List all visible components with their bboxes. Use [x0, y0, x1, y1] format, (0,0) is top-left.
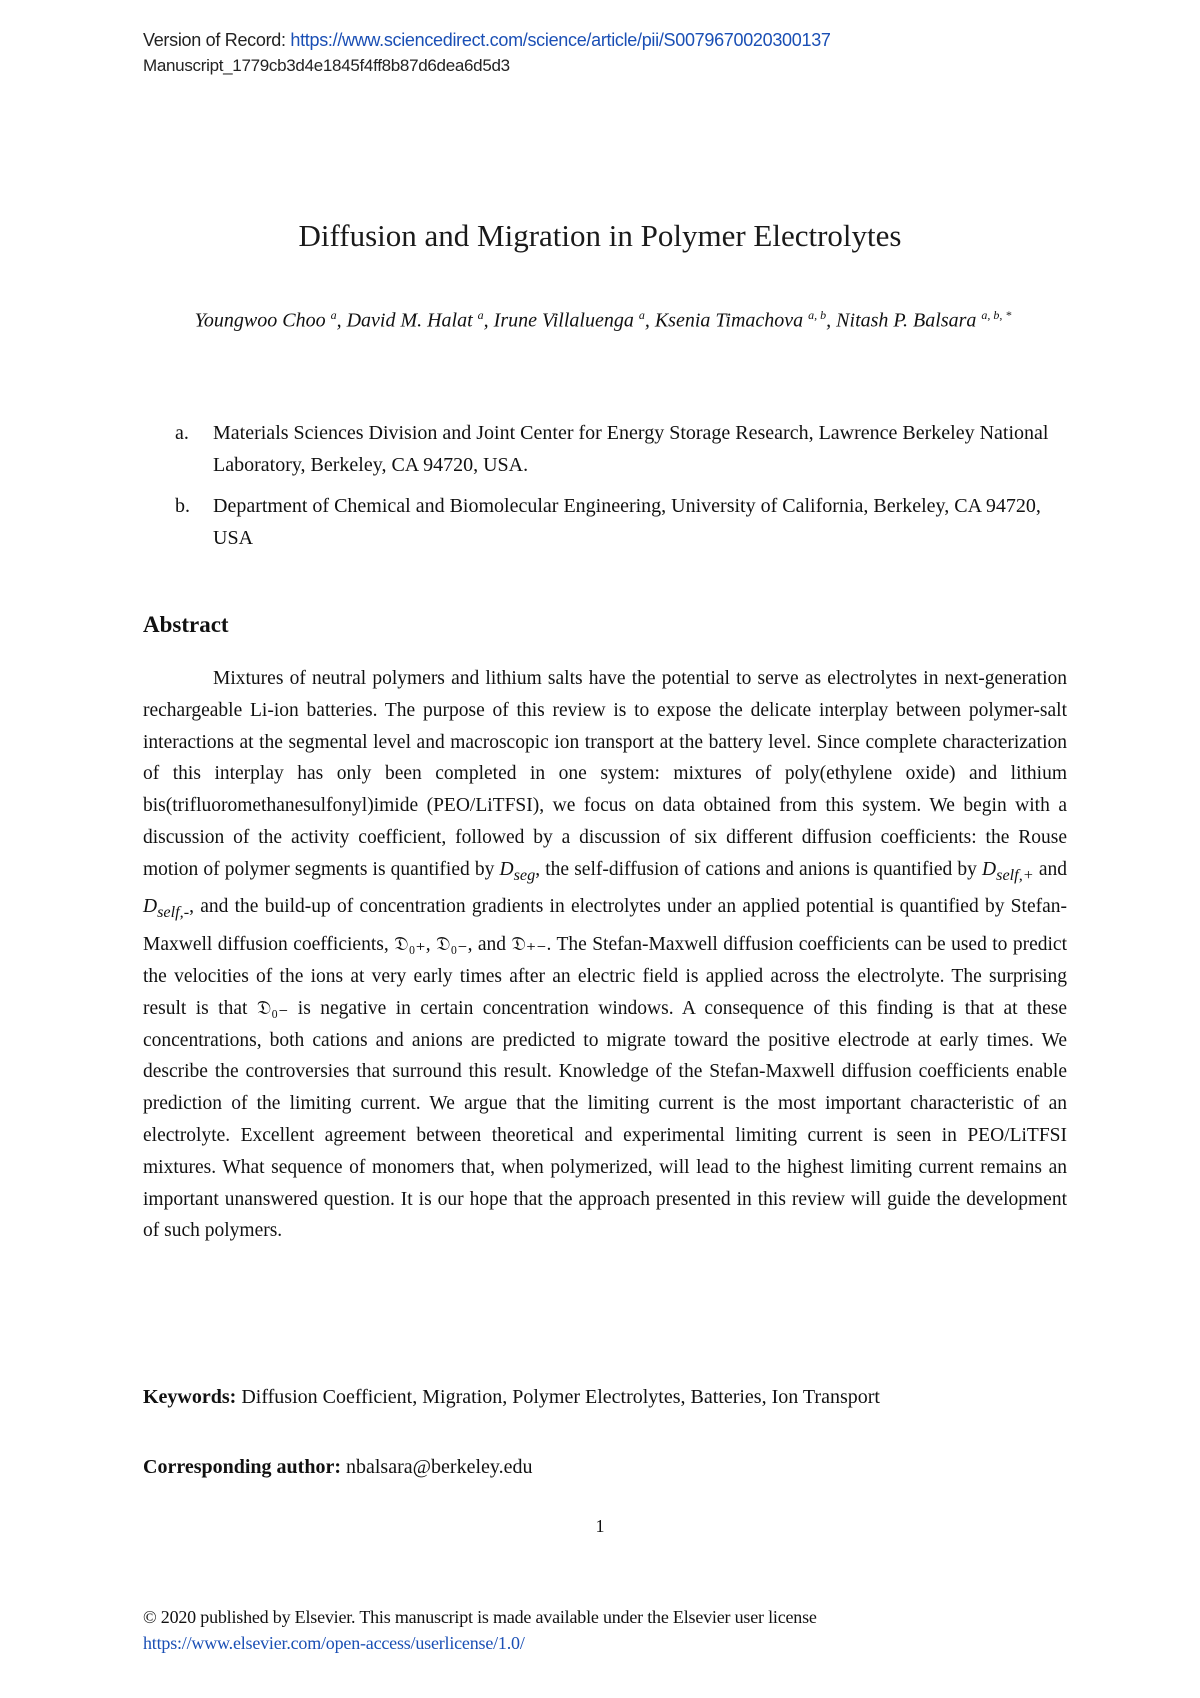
- symbol-d-self-plus: [982, 858, 1034, 884]
- abstract-text: , the self-diffusion of cations and anions is quantified by: [535, 858, 983, 880]
- author-list: Youngwoo Choo $^a$, David M. Halat $^a$, Irune Villaluenga $^a$, Ksenia Timachova $^{a, b}$, Nitash P. Balsara $^{a, b, *}$: [194, 308, 1012, 332]
- corresponding-label: Corresponding author:: [143, 1456, 341, 1478]
- abstract-text: is negative in certain concentration windows. A consequence of this finding is that at these concentrations, both cations and anions are predicted to migrate toward the positive electrode at early times. We describe the controversies that surround this result. Knowledge of the Stefan-Maxwell diffusion coefficients enable prediction of the limiting current. We argue that the limiting current is the most important characteristic of an electrolyte. Excellent agreement between theoretical and experimental limiting current is seen in PEO/LiTFSI mixtures. What sequence of monomers that, when polymerized, will lead to the highest limiting current remains an important unanswered question. It is our hope that the approach presented in this review will guide the development of such polymers.: [143, 997, 1067, 1242]
- affiliation-letter: b.: [175, 495, 190, 517]
- keywords-label: Keywords:: [143, 1386, 237, 1408]
- abstract-text: . The Stefan-Maxwell diffusion coefficients can be used to predict the velocities of the ions at very early times after an electric field is applied across the electrolyte. The surprising result is that: [143, 934, 1067, 1019]
- corresponding-email: nbalsara@berkeley.edu: [341, 1456, 533, 1478]
- affiliation-letter: a.: [175, 422, 189, 444]
- keywords: [143, 1386, 880, 1409]
- stefan-maxwell-coefficients: 𝔇₀₊, 𝔇₀₋, and 𝔇₊₋: [394, 934, 547, 956]
- subscript-self-plus: self,+: [996, 865, 1034, 884]
- page-number: 1: [595, 1516, 605, 1536]
- author-name: Nitash P. Balsara: [836, 309, 977, 332]
- author-affiliation-mark: a: [330, 308, 337, 322]
- version-of-record-label: Version of Record:: [143, 30, 286, 50]
- subscript-seg: seg: [513, 865, 536, 884]
- author-name: Ksenia Timachova: [654, 309, 804, 332]
- keywords-text: Diffusion Coefficient, Migration, Polymer Electrolytes, Batteries, Ion Transport: [236, 1386, 880, 1408]
- license-text: © 2020 published by Elsevier. This manuscript is made available under the Elsevier user license: [143, 1607, 817, 1627]
- license-footer: [143, 1604, 817, 1656]
- symbol-d-self-minus: [143, 896, 190, 922]
- symbol-d: D: [143, 896, 158, 918]
- paper-title: Diffusion and Migration in Polymer Electrolytes: [298, 218, 902, 253]
- symbol-d: D: [982, 858, 997, 880]
- subscript-self-minus: self,-: [157, 903, 190, 922]
- abstract-text: , and the build-up of concentration gradients in electrolytes under an applied potential is quantified by Stefan-Maxwell diffusion coefficients,: [143, 896, 1067, 956]
- author-name: Irune Villaluenga: [493, 309, 634, 332]
- abstract-heading: Abstract: [143, 612, 229, 637]
- affiliation-text: Materials Sciences Division and Joint Center for Energy Storage Research, Lawrence Berkeley National Laboratory, Berkeley, CA 94720, USA.: [213, 422, 1049, 476]
- version-of-record-line: [143, 30, 831, 51]
- author-name: David M. Halat: [346, 309, 473, 332]
- author-affiliation-mark: a, b: [808, 308, 827, 322]
- version-of-record-link[interactable]: https://www.sciencedirect.com/science/article/pii/S0079670020300137: [290, 30, 831, 50]
- affiliation-a: [175, 417, 1055, 481]
- author-affiliation-mark: a, b, *: [981, 308, 1012, 322]
- affiliation-text: Department of Chemical and Biomolecular Engineering, University of California, Berkeley, CA 94720, USA: [213, 495, 1041, 549]
- affiliation-b: [175, 490, 1055, 554]
- stefan-maxwell-d0-minus: 𝔇₀₋: [256, 997, 289, 1019]
- symbol-d: D: [499, 858, 514, 880]
- abstract-text: Mixtures of neutral polymers and lithium salts have the potential to serve as electrolytes in next-generation rechargeable Li-ion batteries. The purpose of this review is to expose the delicate interplay between polymer-salt interactions at the segmental level and macroscopic ion transport at the battery level. Since complete characterization of this interplay has only been completed in one system: mixtures of poly(ethylene oxide) and lithium bis(trifluoromethanesulfonyl)imide (PEO/LiTFSI), we focus on data obtained from this system. We begin with a discussion of the activity coefficient, followed by a discussion of six different diffusion coefficients: the Rouse motion of polymer segments is quantified by: [143, 668, 1067, 880]
- corresponding-author: [143, 1456, 532, 1479]
- abstract-body: [143, 663, 1067, 1247]
- manuscript-id: Manuscript_1779cb3d4e1845f4ff8b87d6dea6d5d3: [143, 56, 510, 75]
- author-affiliation-mark: a: [477, 308, 484, 322]
- author-name: Youngwoo Choo: [194, 309, 326, 332]
- license-link[interactable]: https://www.elsevier.com/open-access/userlicense/1.0/: [143, 1633, 525, 1653]
- author-affiliation-mark: a: [638, 308, 645, 322]
- abstract-text: and: [1033, 858, 1068, 880]
- symbol-d-seg: [499, 858, 536, 884]
